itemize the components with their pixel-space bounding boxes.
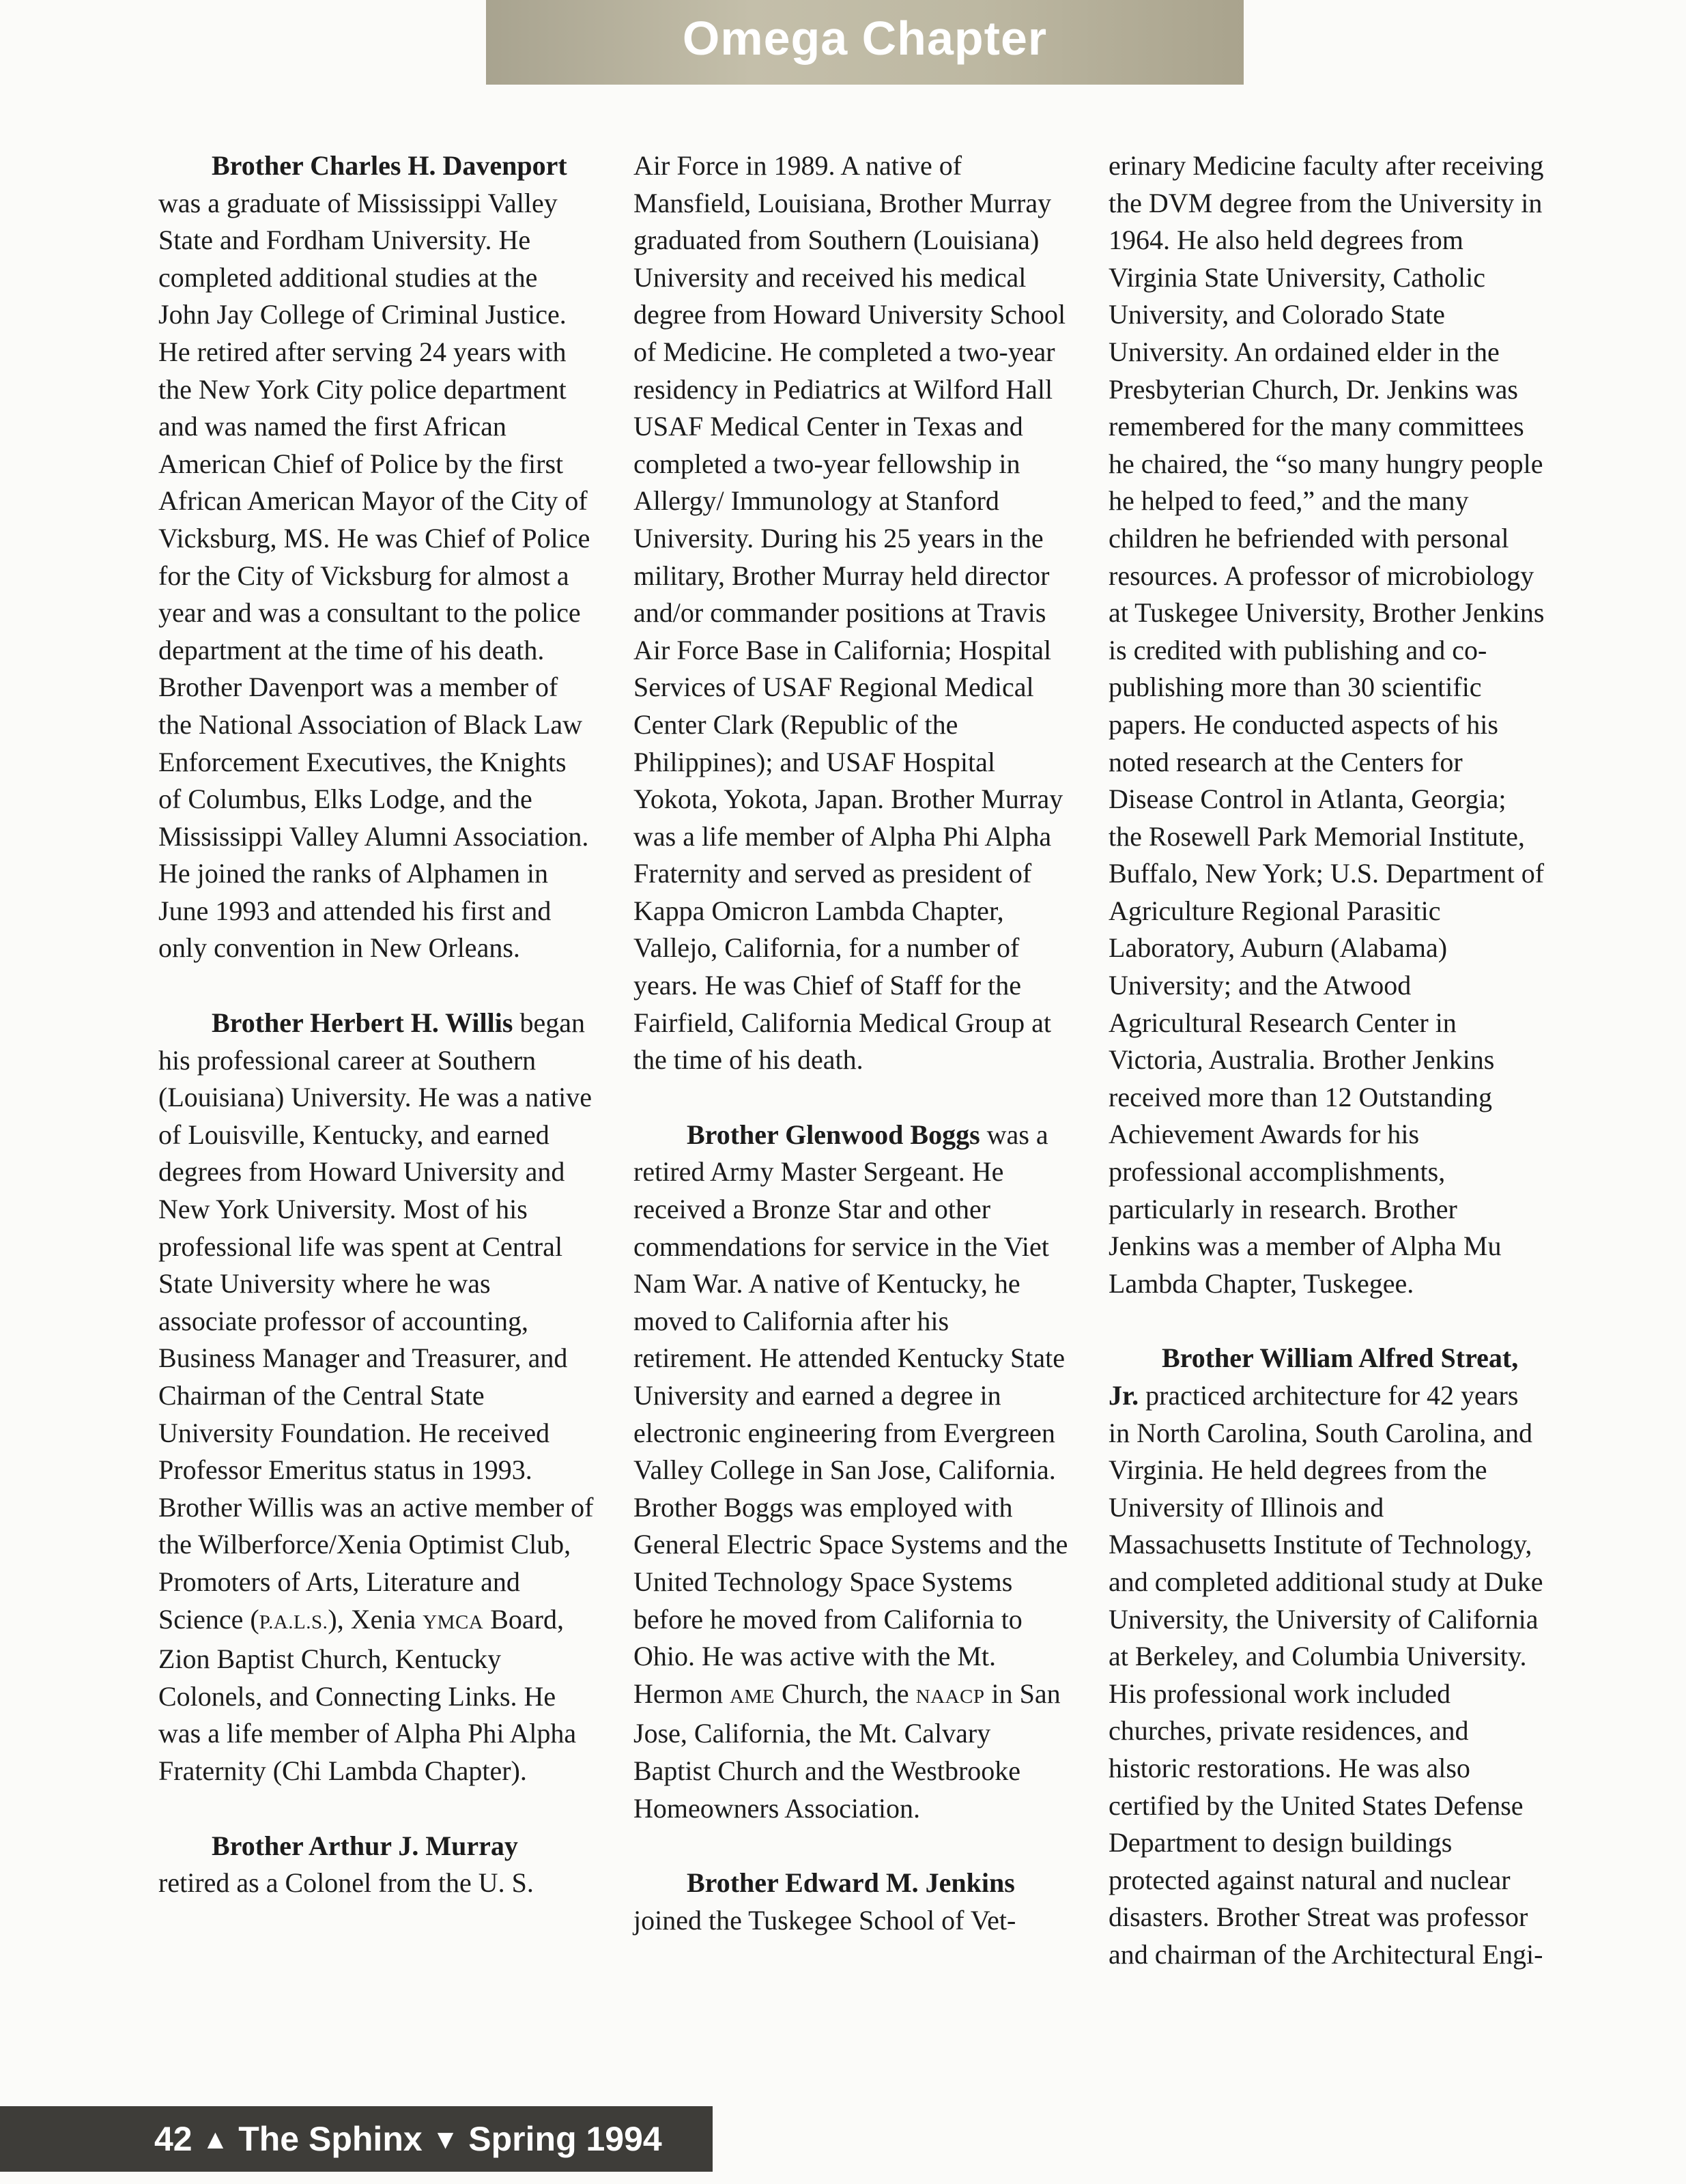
triangle-up-icon: ▲ [201, 2125, 229, 2155]
obituary-body: was a graduate of Mississippi Valley State and Fordham University. He completed additional studies at the John Jay College of Criminal Justice. He retired after serving 24 years with the New York City police department and was named the first African American Chief of Police by the first African American Mayor of the City of Vicksburg, MS. He was Chief of Police for the City of Vicksburg for almost a year and was a consultant to the police department at the time of his death. Brother Davenport was a member of the National Association of Black Law Enforcement Executives, the Knights of Columbus, Elks Lodge, and the Mississippi Valley Alumni Association. He joined the ranks of Alphamen in June 1993 and attended his first and only convention in New Orleans. [158, 187, 590, 964]
chapter-title: Omega Chapter [682, 12, 1048, 65]
obituary-body: joined the Tuskegee School of Vet- [633, 1904, 1016, 1936]
obituary-body: Church, the [775, 1678, 916, 1709]
publication-name: The Sphinx [238, 2120, 423, 2158]
obituary-streat [1109, 1340, 1545, 1973]
text-column-2 [633, 147, 1070, 1939]
chapter-header-banner [486, 0, 1244, 85]
obituary-boggs [633, 1117, 1070, 1827]
obituary-body: began his professional career at Southern (Louisiana) University. He was a native of Louisville, Kentucky, and earned degrees from Howard University and New York University. Most of his professional life was spent at Central State University where he was associate professor of accounting, Business Manager and Treasurer, and Chairman of the Central State University Foundation. He received Professor Emeritus status in 1993. Brother Willis was an active member of the Wilberforce/Xenia Optimist Club, Promoters of Arts, Literature and Science ( [158, 1007, 594, 1635]
text-column-3 [1109, 147, 1545, 1974]
obituary-body: in San Jose, California, the Mt. Calvary Baptist Church and the Westbrooke Homeowners Association. [633, 1678, 1061, 1824]
obituary-name: Brother William Alfred Streat, Jr. [1109, 1342, 1519, 1411]
triangle-down-icon: ▼ [431, 2125, 459, 2155]
abbreviation: YMCA [423, 1611, 484, 1633]
obituary-body: Board, Zion Baptist Church, Kentucky Colonels, and Connecting Links. He was a life member of Alpha Phi Alpha Fraternity (Chi Lambda Chapter). [158, 1603, 577, 1786]
obituary-jenkins [633, 1865, 1070, 1939]
folio [154, 2119, 662, 2159]
obituary-willis [158, 1005, 595, 1790]
obituary-body: Air Force in 1989. A native of Mansfield, Louisiana, Brother Murray graduated from Southern (Louisiana) University and received his medical degree from Howard University School of Medicine. He completed a two-year residency in Pediatrics at Wilford Hall USAF Medical Center in Texas and completed a two-year fellowship in Allergy/ Immunology at Stanford University. During his 25 years in the military, Brother Murray held director and/or commander positions at Travis Air Force Base in California; Hospital Services of USAF Regional Medical Center Clark (Republic of the Philippines); and USAF Hospital Yokota, Yokota, Japan. Brother Murray was a life member of Alpha Phi Alpha Fraternity and served as president of Kappa Omicron Lambda Chapter, Vallejo, California, for a number of years. He was Chief of Staff for the Fairfield, California Medical Group at the time of his death. [633, 150, 1066, 1076]
obituary-name: Brother Herbert H. Willis [212, 1007, 513, 1039]
page-footer [0, 2106, 713, 2172]
obituary-name: Brother Charles H. Davenport [212, 150, 567, 181]
obituary-murray [158, 1828, 595, 1902]
obituary-body: was a retired Army Master Sergeant. He received a Bronze Star and other commendations for service in the Viet Nam War. A native of Kentucky, he moved to California after his retirement. He attended Kentucky State University and earned a degree in electronic engineering from Evergreen Valley College in San Jose, California. Brother Boggs was employed with General Electric Space Systems and the United Technology Space Systems before he moved from California to Ohio. He was active with the Mt. Hermon [633, 1119, 1068, 1709]
obituary-body: ), Xenia [328, 1603, 423, 1635]
issue-date: Spring 1994 [468, 2120, 662, 2158]
obituary-name: Brother Glenwood Boggs [687, 1119, 980, 1150]
obituary-murray-continued [633, 147, 1070, 1079]
obituary-body: practiced architecture for 42 years in North Carolina, South Carolina, and Virginia. He held degrees from the University of Illinois and Massachusetts Institute of Technology, and completed additional study at Duke University, the University of California at Berkeley, and Columbia University. His professional work included churches, private residences, and historic restorations. He was also certified by the United States Defense Department to design buildings protected against natural and nuclear disasters. Brother Streat was professor and chairman of the Architectural Engi- [1109, 1380, 1543, 1970]
text-column-1 [158, 147, 595, 1902]
obituary-body: retired as a Colonel from the U. S. [158, 1867, 534, 1899]
obituary-name: Brother Arthur J. Murray [212, 1830, 518, 1861]
obituary-davenport [158, 147, 595, 967]
obituary-body: erinary Medicine faculty after receiving the DVM degree from the University in 1964. He also held degrees from Virginia State University, Catholic University, and Colorado State University. An ordained elder in the Presbyterian Church, Dr. Jenkins was remembered for the many committees he chaired, the “so many hungry people he helped to feed,” and the many children he befriended with personal resources. A professor of microbiology at Tuskegee University, Brother Jenkins is credited with publishing and co-publishing more than 30 scientific papers. He conducted aspects of his noted research at the Centers for Disease Control in Atlanta, Georgia; the Rosewell Park Memorial Institute, Buffalo, New York; U.S. Department of Agriculture Regional Parasitic Laboratory, Auburn (Alabama) University; and the Atwood Agricultural Research Center in Victoria, Australia. Brother Jenkins received more than 12 Outstanding Achievement Awards for his professional accomplishments, particularly in research. Brother Jenkins was a member of Alpha Mu Lambda Chapter, Tuskegee. [1109, 150, 1545, 1299]
abbreviation: AME [730, 1685, 775, 1708]
obituary-name: Brother Edward M. Jenkins [687, 1867, 1015, 1899]
abbreviation: NAACP [915, 1685, 985, 1708]
page-number: 42 [154, 2120, 192, 2158]
obituary-jenkins-continued [1109, 147, 1545, 1302]
abbreviation: P.A.L.S. [259, 1611, 328, 1633]
